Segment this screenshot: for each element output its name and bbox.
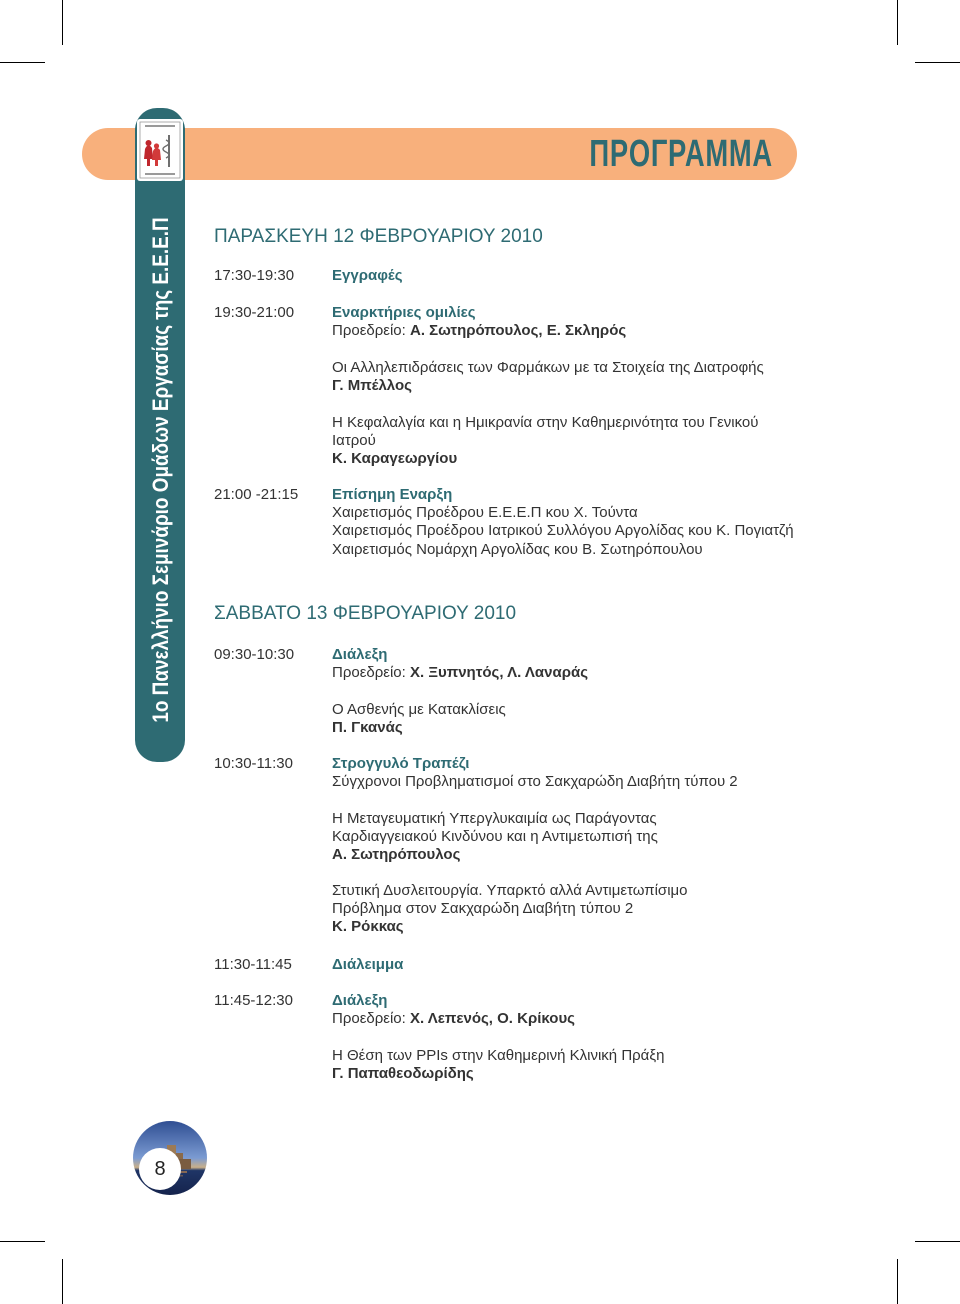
talk-block — [214, 882, 854, 937]
speaker-name: Γ. Μπέλλος — [332, 377, 412, 395]
page-title: ΠΡΟΓΡΑΜΜΑ — [589, 133, 773, 175]
session-title: Εγγραφές — [332, 267, 403, 284]
seminar-title: 1ο Πανελλήνιο Σεμινάριο Ομάδων Εργασίας της Ε.Ε.Ε.Π — [148, 217, 173, 723]
speaker-name: Κ. Καραγεωργίου — [332, 450, 458, 468]
talk-block — [214, 701, 854, 737]
day-heading: ΣΑΒΒΑΤΟ 13 ΦΕΒΡΟΥΑΡΙΟΥ 2010 — [214, 603, 517, 624]
crop-mark — [62, 0, 63, 45]
greeting-line: Χαιρετισμός Νομάρχη Αργολίδας κου Β. Σωτηρόπουλου — [332, 540, 703, 558]
greeting-line: Χαιρετισμός Προέδρου Ε.Ε.Ε.Π κου Χ. Τούντα — [332, 504, 638, 522]
talk-title-line: Ο Ασθενής με Κατακλίσεις — [332, 701, 506, 718]
chair-line — [332, 664, 854, 682]
session-row — [214, 486, 854, 559]
session-title: Στρογγυλό Τραπέζι — [332, 755, 470, 772]
talk-content — [332, 810, 854, 865]
day-heading: ΠΑΡΑΣΚΕΥΗ 12 ΦΕΒΡΟΥΑΡΙΟΥ 2010 — [214, 226, 543, 247]
chair-names: Α. Σωτηρόπουλος, Ε. Σκληρός — [409, 322, 627, 340]
talk-title-line: Η Κεφαλαλγία και η Ημικρανία στην Καθημερινότητα του Γενικού — [332, 414, 759, 431]
chair-label: Προεδρείο: — [332, 664, 406, 682]
session-title: Εναρκτήριες ομιλίες — [332, 304, 476, 321]
crop-mark — [0, 1241, 45, 1242]
session-content — [332, 646, 854, 682]
crop-mark — [897, 1259, 898, 1304]
talk-title-line: Οι Αλληλεπιδράσεις των Φαρμάκων με τα Στοιχεία της Διατροφής — [332, 359, 764, 376]
chair-line — [332, 1010, 854, 1028]
chair-names: Χ. Ξυπνητός, Λ. Λαναράς — [409, 664, 589, 682]
crop-mark — [62, 1259, 63, 1304]
talk-content — [332, 882, 854, 937]
talk-content — [332, 414, 854, 469]
session-content — [332, 755, 854, 791]
session-subtitle: Σύγχρονοι Προβληματισμοί στο Σακχαρώδη Διαβήτη τύπου 2 — [332, 773, 738, 791]
speaker-name: Π. Γκανάς — [332, 719, 403, 737]
speaker-name: Γ. Παπαθεοδωρίδης — [332, 1065, 474, 1083]
talk-title-line: Καρδιαγγειακού Κινδύνου και η Αντιμετωπισή της — [332, 828, 658, 846]
talk-content — [332, 1047, 854, 1083]
session-row — [214, 304, 854, 340]
page-number: 8 — [154, 1158, 166, 1180]
speaker-name: Α. Σωτηρόπουλος — [332, 846, 461, 864]
session-content — [332, 992, 854, 1028]
session-content — [332, 304, 854, 340]
talk-title-line: Η Μεταγευματική Υπεργλυκαιμία ως Παράγοντας — [332, 810, 657, 827]
session-time: 10:30-11:30 — [214, 755, 293, 772]
session-row — [214, 646, 854, 682]
greeting-line: Χαιρετισμός Προέδρου Ιατρικού Συλλόγου Αργολίδας κου Κ. Πογιατζή — [332, 522, 794, 540]
session-time: 11:30-11:45 — [214, 956, 292, 973]
speaker-name: Κ. Ρόκκας — [332, 918, 404, 936]
crop-mark — [915, 62, 960, 63]
crop-mark — [897, 0, 898, 45]
talk-block — [214, 359, 854, 395]
session-row — [214, 267, 854, 285]
society-logo-icon — [137, 119, 183, 181]
crop-mark — [915, 1241, 960, 1242]
session-row — [214, 956, 854, 974]
talk-content — [332, 359, 854, 395]
session-time: 19:30-21:00 — [214, 304, 295, 321]
chair-label: Προεδρείο: — [332, 322, 406, 340]
session-title: Διάλεξη — [332, 992, 388, 1009]
talk-block — [214, 1047, 854, 1083]
chair-line — [332, 322, 854, 340]
talk-content — [332, 701, 854, 737]
session-content — [332, 486, 854, 559]
session-time: 09:30-10:30 — [214, 646, 295, 663]
session-title: Διάλειμμα — [332, 956, 404, 973]
session-row — [214, 992, 854, 1028]
session-row — [214, 755, 854, 791]
session-content — [332, 956, 854, 974]
chair-label: Προεδρείο: — [332, 1010, 406, 1028]
session-title: Επίσημη Εναρξη — [332, 486, 453, 503]
talk-block — [214, 414, 854, 469]
talk-title-line: Στυτική Δυσλειτουργία. Υπαρκτό αλλά Αντιμετωπίσιμο — [332, 882, 688, 899]
talk-block — [214, 810, 854, 865]
talk-title-line: Η Θέση των PPIs στην Καθημερινή Κλινική Πράξη — [332, 1047, 665, 1064]
chair-names: Χ. Λεπενός, Ο. Κρίκους — [409, 1010, 575, 1028]
session-time: 11:45-12:30 — [214, 992, 293, 1009]
session-title: Διάλεξη — [332, 646, 388, 663]
session-time: 21:00 -21:15 — [214, 486, 299, 503]
talk-title-line: Πρόβλημα στον Σακχαρώδη Διαβήτη τύπου 2 — [332, 900, 634, 918]
session-content — [332, 267, 854, 285]
crop-mark — [0, 62, 45, 63]
talk-title-line: Ιατρού — [332, 432, 376, 450]
session-time: 17:30-19:30 — [214, 267, 295, 284]
